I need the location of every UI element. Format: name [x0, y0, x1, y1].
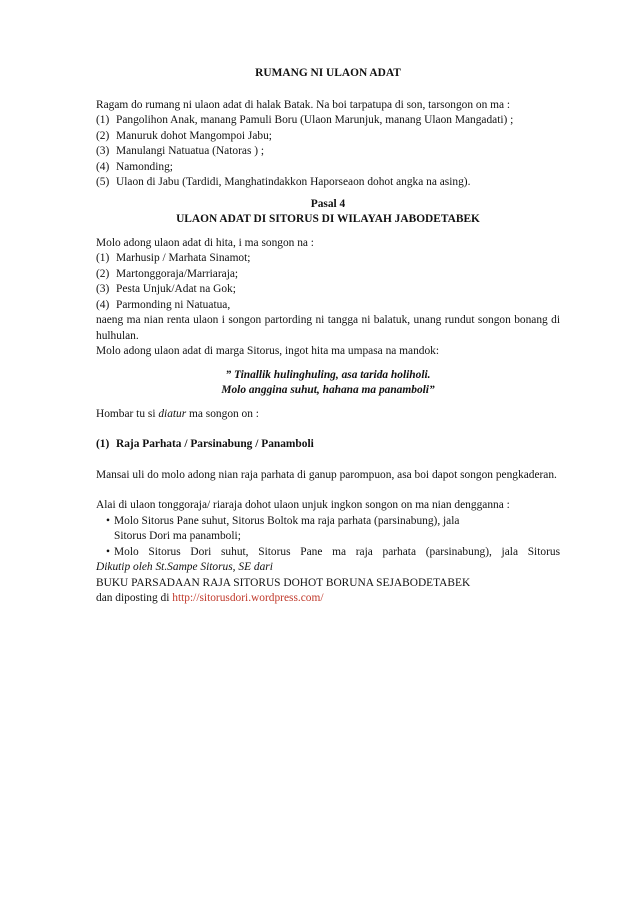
list-text: Pangolihon Anak, manang Pamuli Boru (Ulaon Marunjuk, manang Ulaon Mangadati) ; [116, 114, 514, 126]
spacer [96, 360, 560, 368]
list-number: (4) [96, 160, 110, 173]
intro-paragraph: Ragam do rumang ni ulaon adat di halak Batak. Na boi tarpatupa di son, tarsongon on ma : [96, 98, 511, 111]
spacer [96, 453, 560, 468]
section-heading [96, 437, 560, 453]
spacer [96, 228, 560, 236]
section-number: (1) [96, 438, 110, 450]
alai-paragraph: Alai di ulaon tonggoraja/ riaraja dohot ulaon unjuk ingkon songon on ma nian dengganna : [96, 499, 510, 511]
ulaon-list [96, 251, 560, 313]
footer-posting-text: dan diposting di [96, 592, 173, 604]
list-text: Ulaon di Jabu (Tardidi, Manghatindakkon Haporseaon dohot angka na asing). [116, 176, 471, 188]
list-item [96, 113, 560, 129]
document-title: RUMANG NI ULAON ADAT [255, 67, 401, 79]
spacer [96, 422, 560, 437]
hombar-text-after: ma songon on : [186, 407, 259, 420]
list-text: Martonggoraja/Marriaraja; [116, 267, 239, 280]
mansai-paragraph: Mansai uli do molo adong nian raja parhata di ganup parompuon, asa boi dapot songon pengkaderan. [96, 468, 557, 481]
list-number: (3) [96, 145, 110, 157]
list-item [96, 160, 560, 176]
list-item [96, 298, 560, 314]
footer [96, 560, 560, 607]
spacer [96, 399, 560, 407]
list-number: (5) [96, 176, 110, 188]
list-number: (4) [96, 298, 110, 311]
list-number: (2) [96, 129, 110, 142]
footer-dikutip: Dikutip oleh St.Sampe Sitorus, SE dari [96, 561, 273, 573]
document-content [96, 66, 560, 607]
list-item [96, 514, 560, 545]
list-text: Parmonding ni Natuatua, [116, 298, 231, 311]
list-text: Namonding; [116, 160, 173, 173]
section-title: Raja Parhata / Parsinabung / Panamboli [116, 438, 314, 450]
list-text: Pesta Unjuk/Adat na Gok; [116, 283, 236, 295]
footer-buku: BUKU PARSADAAN RAJA SITORUS DOHOT BORUNA SEJABODETABEK [96, 576, 471, 589]
list-item [96, 144, 560, 160]
bullet-line: Sitorus Dori ma panamboli; [114, 530, 241, 542]
spacer [96, 483, 560, 498]
pasal-heading: ULAON ADAT DI SITORUS DI WILAYAH JABODETABEK [176, 213, 480, 225]
footer-posting [96, 591, 560, 607]
molo-intro: Molo adong ulaon adat di hita, i ma songon na : [96, 236, 314, 249]
list-text: Marhusip / Marhata Sinamot; [116, 252, 251, 264]
list-number: (1) [96, 252, 110, 264]
list-text: Manuruk dohot Mangompoi Jabu; [116, 129, 272, 142]
list-number: (1) [96, 114, 110, 126]
list-item [96, 545, 560, 561]
list-item [96, 251, 560, 267]
bullet-icon: • [106, 545, 110, 558]
rumang-list [96, 113, 560, 191]
hombar-text-before: Hombar tu si [96, 407, 159, 420]
naeng-paragraph: naeng ma nian renta ulaon i songon partording ni tangga ni balatuk, unang rundut songon bonang di hulhulan. [96, 314, 560, 342]
hombar-italic-word: diatur [158, 407, 187, 420]
bullet-icon: • [106, 514, 110, 527]
list-item [96, 282, 560, 298]
list-item [96, 267, 560, 283]
bullet-line: Molo Sitorus Pane suhut, Sitorus Boltok ma raja parhata (parsinabung), jala [114, 514, 460, 527]
umpasa-line-1: ” Tinallik hulinghuling, asa tarida holiholi. [225, 368, 431, 381]
bullet-line: Molo Sitorus Dori suhut, Sitorus Pane ma raja parhata (parsinabung), jala Sitorus [114, 545, 560, 558]
bullet-list [96, 514, 560, 561]
hombar-paragraph [96, 407, 560, 423]
pasal-number: Pasal 4 [310, 197, 346, 210]
marga-paragraph: Molo adong ulaon adat di marga Sitorus, ingot hita ma umpasa na mandok: [96, 345, 440, 357]
list-number: (3) [96, 283, 110, 295]
list-item [96, 129, 560, 145]
footer-link[interactable]: http://sitorusdori.wordpress.com/ [172, 592, 324, 604]
umpasa-line-2: Molo anggina suhut, hahana ma panamboli” [221, 384, 435, 396]
list-item [96, 175, 560, 191]
list-text: Manulangi Natuatua (Natoras ) ; [116, 145, 265, 157]
list-number: (2) [96, 267, 110, 280]
